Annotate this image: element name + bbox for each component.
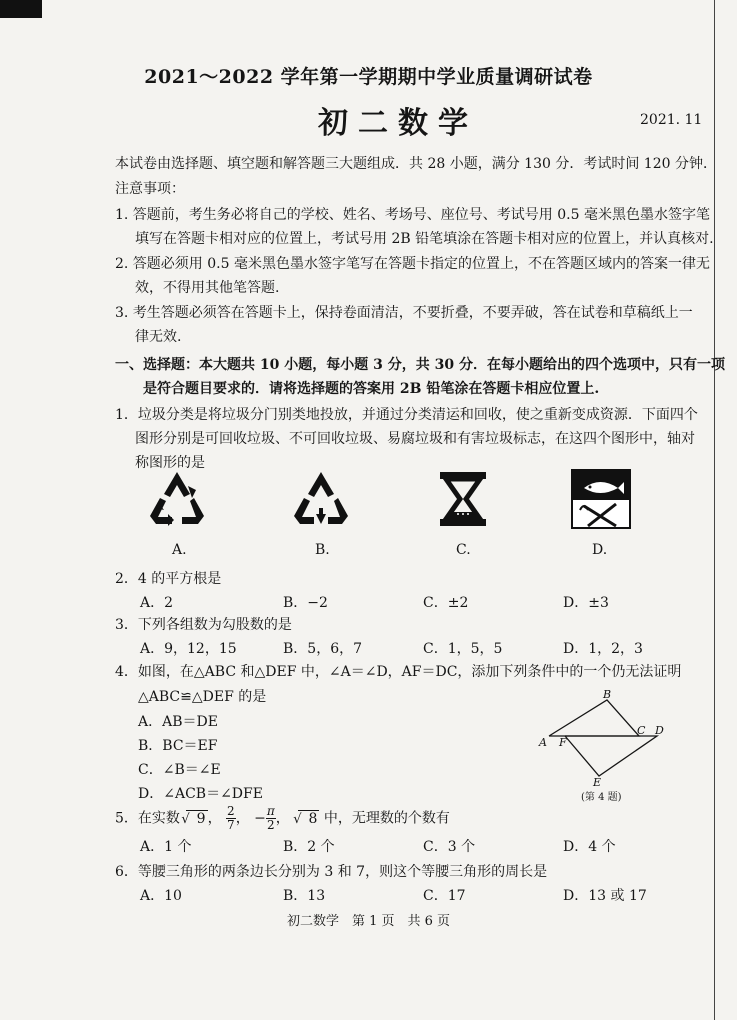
q6-option-c: C．17 [423, 888, 466, 904]
q5-stem: 5．在实数 √ 9 ， $\frac{2}{7}$ ， − $\frac{\pi}{2}$ ， √ 8 中，无理数的个数有 [115, 804, 450, 832]
notice-title: 注意事项： [115, 181, 185, 197]
q1-option-b: B. [315, 542, 330, 558]
q3-option-c: C．1，5，5 [423, 641, 503, 657]
q1-stem-1: 1．垃圾分类是将垃圾分门别类地投放，并通过分类清运和回收，使之重新变成资源．下面四个 [115, 407, 698, 423]
q5-option-d: D．4 个 [563, 839, 616, 855]
q6-option-a: A．10 [140, 888, 182, 904]
exam-date: 2021. 11 [640, 112, 703, 128]
intro-text: 本试卷由选择题、填空题和解答题三大题组成．共 28 小题，满分 130 分．考试时间 120 分钟． [115, 156, 717, 172]
section-1-heading: 一、选择题：本大题共 10 小题，每小题 3 分，共 30 分．在每小题给出的四个选项中，只有一项 [115, 357, 725, 373]
non-recyclable-icon [290, 468, 352, 530]
q4-stem-2: △ABC≌△DEF 的是 [138, 689, 267, 705]
label-f: F [559, 736, 567, 749]
q3-option-a: A．9，12，15 [140, 641, 237, 657]
q3-option-d: D．1，2，3 [563, 641, 643, 657]
q4-option-c: C．∠B＝∠E [138, 762, 221, 778]
label-a: A [539, 736, 547, 749]
q5-neg: − [254, 810, 266, 827]
notice-2: 2. 答题必须用 0.5 毫米黑色墨水签字笔写在答题卡指定的位置上，不在答题区域内的答案一律无 [115, 256, 710, 272]
notice-2-cont: 效，不得用其他笔答题. [135, 280, 280, 296]
q5-option-a: A．1 个 [140, 839, 192, 855]
recycle-icon [146, 468, 208, 530]
label-d: D [655, 724, 664, 737]
q4-stem-1: 4．如图，在△ABC 和△DEF 中，∠A＝∠D，AF＝DC，添加下列条件中的一个仍无法证明 [115, 664, 682, 680]
notice-1-cont: 填写在答题卡相对应的位置上，考试号用 2B 铅笔填涂在答题卡相对应的位置上，并认真核对. [135, 231, 714, 247]
q3-option-b: B．5，6，7 [283, 641, 363, 657]
q5-prefix: 5．在实数 [115, 810, 180, 827]
q1-figures [140, 468, 640, 536]
notice-1: 1. 答题前，考生务必将自己的学校、姓名、考场号、座位号、考试号用 0.5 毫米黑色墨水签字笔 [115, 207, 710, 223]
q5-option-b: B．2 个 [283, 839, 335, 855]
q2-stem: 2．4 的平方根是 [115, 571, 222, 587]
q4-option-a: A．AB＝DE [138, 714, 218, 730]
q2-option-c: C．±2 [423, 595, 469, 611]
q5-suffix: 中，无理数的个数有 [323, 810, 450, 827]
q1-option-d: D. [592, 542, 608, 558]
page-footer: 初二数学 第 1 页 共 6 页 [286, 914, 451, 929]
q6-option-b: B．13 [283, 888, 326, 904]
hazardous-fish-icon [570, 468, 632, 530]
q2-option-a: A．2 [140, 595, 174, 611]
label-c: C [637, 724, 646, 737]
q6-stem: 6．等腰三角形的两条边长分别为 3 和 7，则这个等腰三角形的周长是 [115, 864, 548, 880]
q4-option-d: D．∠ACB＝∠DFE [138, 786, 263, 802]
q5-option-c: C．3 个 [423, 839, 476, 855]
q4-caption: (第 4 题) [581, 792, 622, 803]
q4-geometry-figure [535, 688, 675, 803]
scan-corner-mark [0, 0, 42, 18]
q5-fraction-2-7: $\frac{2}{7}$ [227, 804, 235, 832]
q1-option-a: A. [172, 542, 187, 558]
hourglass-icon [432, 468, 494, 530]
q3-stem: 3．下列各组数为勾股数的是 [115, 617, 292, 633]
exam-title: 2021～2022 学年第一学期期中学业质量调研试卷 [144, 66, 593, 88]
q1-stem-3: 称图形的是 [135, 455, 205, 471]
q6-option-d: D．13 或 17 [563, 888, 647, 904]
subject-title: 初二数学 [318, 106, 478, 141]
q5-fraction-pi-2: $\frac{\pi}{2}$ [266, 804, 275, 832]
section-1-heading-cont: 是符合题目要求的．请将选择题的答案用 2B 铅笔涂在答题卡相应位置上. [143, 381, 600, 397]
q4-option-b: B．BC＝EF [138, 738, 218, 754]
label-e: E [593, 776, 602, 789]
label-b: B [603, 688, 612, 701]
notice-3: 3. 考生答题必须答在答题卡上，保持卷面清洁，不要折叠，不要弄破，答在试卷和草稿纸上一 [115, 305, 693, 321]
q1-stem-2: 图形分别是可回收垃圾、不可回收垃圾、易腐垃圾和有害垃圾标志，在这四个图形中，轴对 [135, 431, 695, 447]
q5-radical-9: 9 [196, 810, 206, 827]
q2-option-b: B．−2 [283, 595, 328, 611]
q2-option-d: D．±3 [563, 595, 609, 611]
q5-radical-8: 8 [308, 810, 318, 827]
notice-3-cont: 律无效. [135, 329, 182, 345]
q1-option-c: C. [456, 542, 471, 558]
